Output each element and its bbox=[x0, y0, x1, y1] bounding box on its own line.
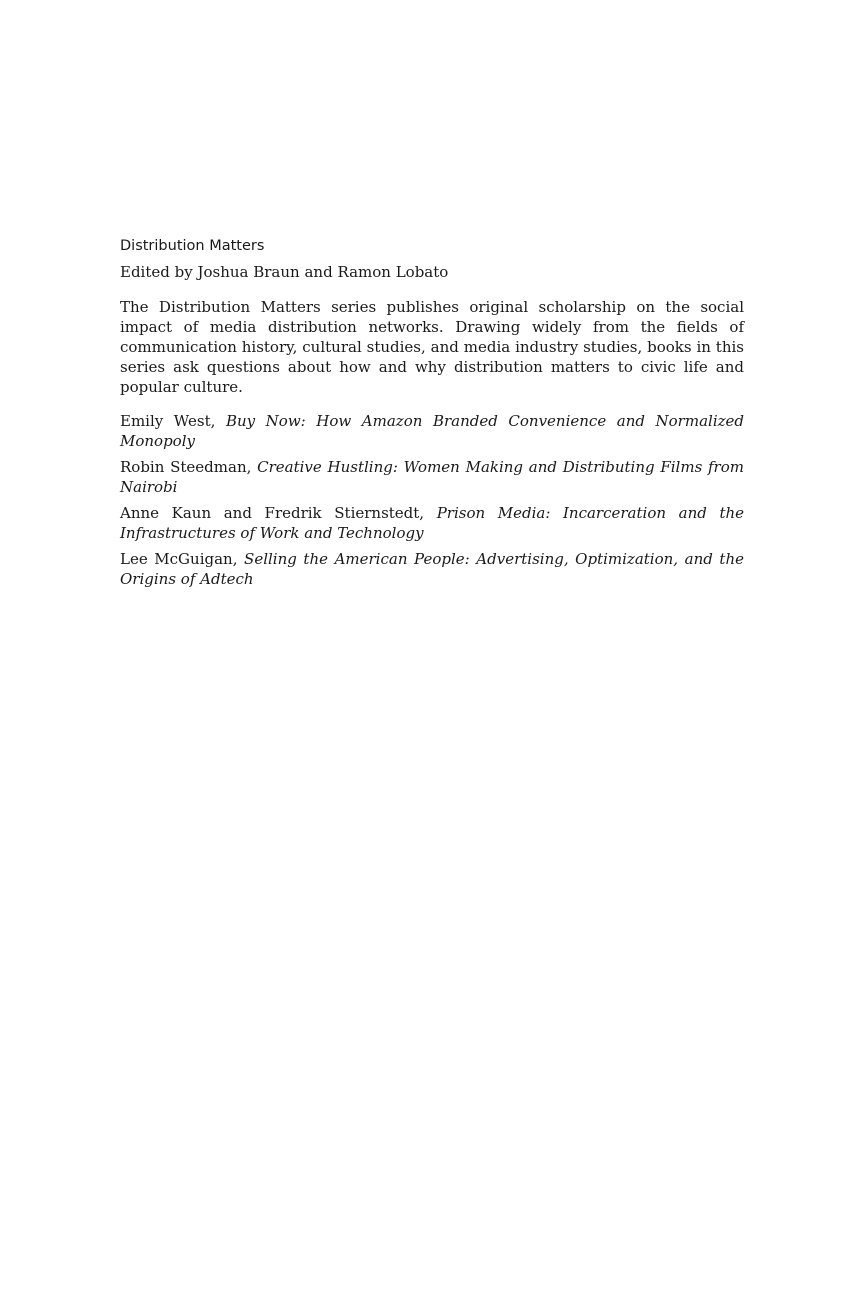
book-entry bbox=[120, 549, 744, 589]
book-entry bbox=[120, 503, 744, 543]
book-author: Anne Kaun and Fredrik Stiernstedt, bbox=[120, 504, 425, 522]
book-title: Creative Hustling: Women Making and Distributing Films from Nairobi bbox=[120, 458, 744, 496]
book-author: Lee McGuigan, bbox=[120, 550, 238, 568]
book-author: Robin Steedman, bbox=[120, 458, 252, 476]
series-page bbox=[120, 236, 744, 595]
book-entry bbox=[120, 411, 744, 451]
book-title: Selling the American People: Advertising, Optimization, and the Origins of Adtech bbox=[120, 550, 744, 588]
book-entry bbox=[120, 457, 744, 497]
series-description: The Distribution Matters series publishes original scholarship on the social impact of media distribution networks. Drawing widely from the fields of communication history, cultural studies, and media industry studies, books in this series ask questions about how and why distribution matters to civic life and popular culture. bbox=[120, 298, 744, 396]
book-list bbox=[120, 411, 744, 589]
book-title: Prison Media: Incarceration and the Infrastructures of Work and Technology bbox=[120, 504, 745, 542]
series-title: Distribution Matters bbox=[120, 238, 265, 254]
book-title: Buy Now: How Amazon Branded Convenience and Normalized Monopoly bbox=[120, 412, 744, 450]
series-editors: Edited by Joshua Braun and Ramon Lobato bbox=[120, 263, 449, 281]
book-author: Emily West, bbox=[120, 412, 216, 430]
